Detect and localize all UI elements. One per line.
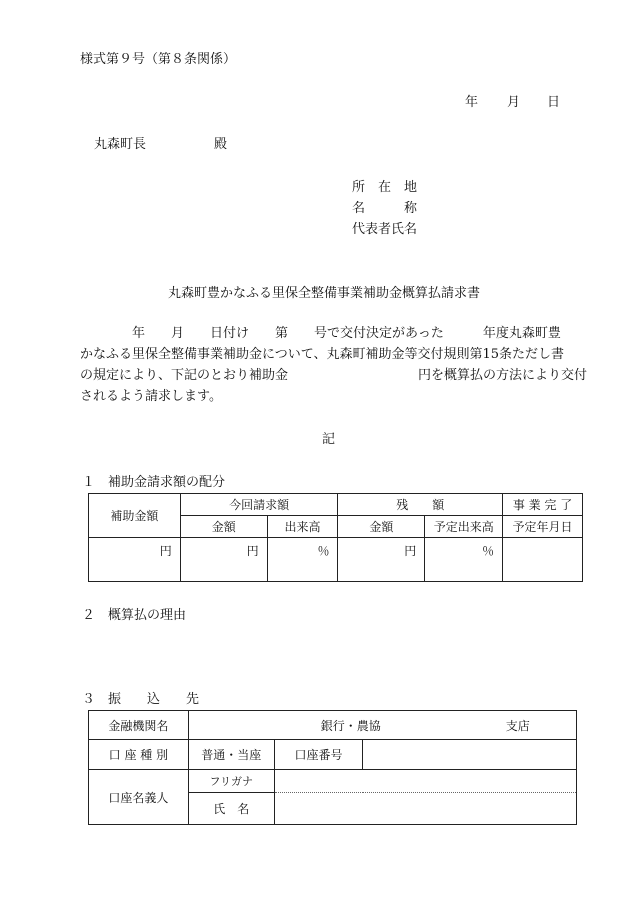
request-body (80, 323, 588, 407)
section1-heading: １ 補助金請求額の配分 (82, 475, 226, 490)
furigana-label: フリガナ (188, 770, 274, 793)
body-line: の規定により、下記のとおり補助金 円を概算払の方法により交付 (80, 368, 588, 383)
account-number-value (363, 740, 577, 770)
form-number-label: 様式第９号（第８条関係） (80, 52, 237, 67)
furigana-value (274, 770, 576, 793)
subsidy-allocation-table (88, 493, 583, 582)
header-planned-progress: 予定出来高 (425, 516, 503, 538)
section2-heading: ２ 概算払の理由 (82, 608, 187, 623)
cell-current-percent: ％ (267, 538, 338, 582)
transfer-destination-table (88, 710, 577, 825)
applicant-representative-label: 代表者氏名 (352, 222, 418, 237)
holder-name-value (274, 793, 576, 825)
date-year-label: 年 (465, 95, 479, 110)
header-current-request: 今回請求額 (180, 494, 338, 516)
account-holder-label: 口座名義人 (89, 770, 189, 825)
cell-subsidy-yen: 円 (89, 538, 181, 582)
section3-heading: ３ 振 込 先 (82, 692, 200, 707)
applicant-name-label: 名 称 (352, 201, 418, 216)
bank-name-label: 金融機関名 (89, 711, 189, 740)
account-number-label: 口座番号 (274, 740, 363, 770)
date-month-label: 月 (507, 95, 521, 110)
cell-remaining-yen: 円 (338, 538, 425, 582)
cell-current-yen: 円 (180, 538, 267, 582)
branch-text: 支店 (505, 719, 530, 733)
addressee-honorific: 殿 (214, 137, 228, 152)
addressee-name: 丸森町長 (94, 137, 147, 152)
header-progress: 出来高 (267, 516, 338, 538)
cell-remaining-percent: ％ (425, 538, 503, 582)
body-line: されるよう請求します。 (80, 389, 222, 404)
bank-type-text: 銀行・農協 (320, 719, 381, 733)
document-title: 丸森町豊かなふる里保全整備事業補助金概算払請求書 (168, 286, 481, 301)
applicant-address-label: 所 在 地 (352, 180, 418, 195)
header-subsidy-amount: 補助金額 (89, 494, 181, 538)
body-line: かなふる里保全整備事業補助金について、丸森町補助金等交付規則第15条ただし書 (80, 347, 565, 362)
account-type-label: 口 座 種 別 (89, 740, 189, 770)
header-completion-line2: 予定年月日 (503, 516, 583, 538)
header-amount-remaining: 金額 (338, 516, 425, 538)
header-completion-line1: 事 業 完 了 (503, 494, 583, 516)
body-line: 年 月 日付け 第 号で交付決定があった 年度丸森町豊 (80, 326, 561, 341)
header-remaining: 残 額 (338, 494, 503, 516)
header-amount: 金額 (180, 516, 267, 538)
ki-heading: 記 (322, 432, 336, 447)
date-day-label: 日 (547, 95, 561, 110)
cell-completion-date (503, 538, 583, 582)
bank-name-cell (188, 711, 576, 740)
account-type-value: 普通・当座 (188, 740, 274, 770)
holder-name-label: 氏 名 (188, 793, 274, 825)
